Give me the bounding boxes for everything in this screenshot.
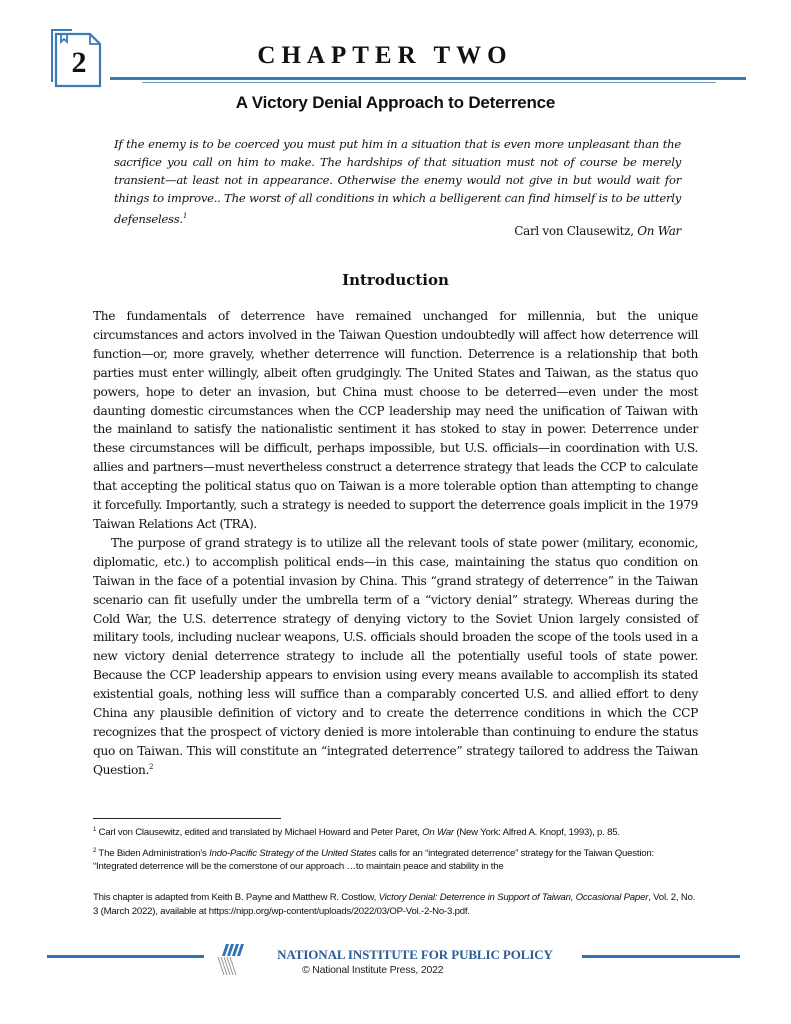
header-rule-thin bbox=[142, 82, 716, 83]
epigraph-text: If the enemy is to be coerced you must put him in a situation that is even more unpleasant than the sacrifice you call on him to make. The hardships of that situation must not of course be merely transient—at least not in appearance. Otherwise the enemy would not give in but would wait for things to improve.. The worst of all conditions in which a belligerent can find himself is to be utterly defenseless. bbox=[114, 137, 681, 226]
footnote-ref-2[interactable]: 2 bbox=[149, 762, 154, 771]
chapter-subtitle: A Victory Denial Approach to Deterrence bbox=[235, 93, 556, 112]
note-link-text[interactable]: , Vol. 2, No. 3 (March 2022), available at https://nipp.org/wp-content/uploads/2022/03/OP-Vol.-2-No-3.pdf. bbox=[93, 892, 696, 917]
footer-rule-left bbox=[47, 955, 204, 958]
footnote-number: 1 bbox=[93, 827, 97, 833]
note-title: Victory Denial: Deterrence in Support of Taiwan, Occasional Paper bbox=[378, 892, 649, 903]
nipp-logo-icon bbox=[216, 943, 248, 977]
header-rule bbox=[110, 77, 746, 80]
epigraph-author: Carl von Clausewitz, bbox=[514, 224, 638, 238]
paragraph-text: The purpose of grand strategy is to utilize all the relevant tools of state power (military, economic, diplomatic, etc.) to accomplish political ends—in this case, maintaining the status quo condition on Taiwan in the face of a potential invasion by China. This “grand strategy of deterrence” in the Taiwan scenario can fit usefully under the umbrella term of a “victory denial” strategy. Whereas during the Cold War, the U.S. deterrence strategy of denying victory to the Soviet Union largely consisted of military tools, including nuclear weapons, U.S. officials should broaden the scope of the tools used in a new victory denial deterrence strategy to include all the potentially useful tools of state power. Because the CCP leadership appears to envision using every means available to accomplish its stated existential goals, nothing less will suffice than a comparably concerted U.S. and allied effort to deny China any plausible definition of victory and to create the deterrence conditions in which the CCP recognizes that the prospect of victory denied is more intolerable than continuing to endure the status quo on Taiwan. This will constitute an “integrated deterrence” strategy tailored to address the Taiwan Question. bbox=[93, 535, 698, 777]
footnote-text: Carl von Clausewitz, edited and translated by Michael Howard and Peter Paret, bbox=[96, 827, 423, 839]
epigraph-quote bbox=[114, 135, 681, 228]
paragraph bbox=[93, 307, 698, 534]
chapter-title: CHAPTER TWO bbox=[257, 42, 513, 69]
footnotes bbox=[93, 824, 698, 879]
footer-rule-right bbox=[582, 955, 740, 958]
footnote-separator bbox=[93, 818, 281, 819]
chapter-number: 2 bbox=[71, 46, 87, 79]
footnote-title: Indo-Pacific Strategy of the United States bbox=[209, 847, 377, 859]
footnote-number: 2 bbox=[93, 847, 97, 854]
footnote-ref-1[interactable]: 1 bbox=[182, 212, 188, 220]
footnote-title: On War bbox=[422, 827, 454, 839]
body-text bbox=[93, 307, 698, 780]
epigraph-attribution bbox=[380, 224, 681, 238]
adaptation-note bbox=[93, 891, 698, 918]
paragraph-text: The fundamentals of deterrence have remained unchanged for millennia, but the unique circumstances and actors involved in the Taiwan Question undoubtedly will affect how deterrence will function—or, more gravely, whether deterrence will function. Deterrence is a relationship that both parties must enter willingly, albeit often grudgingly. The United States and Taiwan, as the status quo powers, hope to deter an invasion, but China must choose to be deterred—even under the most daunting domestic circumstances when the CCP leadership may need the unification of Taiwan with the mainland to satisfy the nationalistic sentiment it has stoked to stay in power. Deterrence under these circumstances will be difficult, perhaps impossible, but U.S. officials—in coordination with U.S. allies and partners—must nevertheless construct a deterrence strategy that leads the CCP to calculate that accepting the political status quo on Taiwan is a more tolerable option than attempting to change it forcefully. Importantly, such a strategy is needed to support the deterrence goals implicit in the 1979 Taiwan Relations Act (TRA). bbox=[93, 309, 698, 531]
paragraph bbox=[93, 534, 698, 780]
section-heading: Introduction bbox=[342, 271, 449, 289]
copyright: © National Institute Press, 2022 bbox=[302, 964, 444, 976]
footnote-1 bbox=[93, 824, 698, 840]
organization-name: NATIONAL INSTITUTE FOR PUBLIC POLICY bbox=[277, 947, 553, 962]
epigraph-work: On War bbox=[637, 224, 681, 238]
footnote-text: The Biden Administration’s bbox=[96, 847, 210, 859]
chapter-number-badge bbox=[48, 26, 106, 88]
note-text: This chapter is adapted from Keith B. Payne and Matthew R. Costlow, bbox=[93, 892, 379, 903]
footnote-text: calls for an “integrated deterrence” strategy for the Taiwan Question: “Integrated deterrence will be the cornerstone of our approach …to maintain peace and stability in the bbox=[93, 847, 655, 873]
footnote-text: (New York: Alfred A. Knopf, 1993), p. 85. bbox=[453, 827, 620, 839]
footnote-2 bbox=[93, 845, 698, 874]
